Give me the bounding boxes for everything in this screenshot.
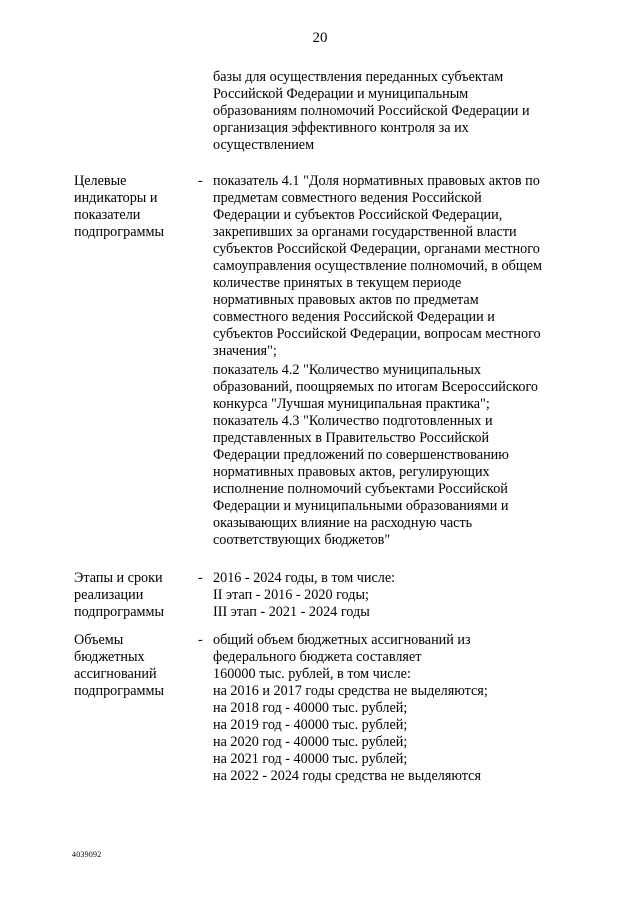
section-text-line: количестве принятых в текущем периоде (213, 275, 462, 291)
section-text-line: предметам совместного ведения Российской (213, 190, 482, 206)
section-text-line: оказывающих влияние на расходную часть (213, 515, 473, 531)
document-code: 4039092 (72, 850, 102, 859)
section-text-line: Федерации и субъектов Российской Федерации, (213, 207, 503, 223)
section-text-line: представленных в Правительство Российской (213, 430, 490, 446)
section-text-line: на 2016 и 2017 годы средства не выделяются; (213, 683, 488, 699)
section-text-line: на 2021 год - 40000 тыс. рублей; (213, 751, 408, 767)
section-label-line: реализации (74, 587, 144, 603)
section-text-line: значения"; (213, 343, 277, 359)
section-text-line: самоуправления осуществление полномочий, в общем (213, 258, 543, 274)
intro-line: базы для осуществления переданных субъектам (213, 69, 504, 85)
section-text-line: III этап - 2021 - 2024 годы (213, 604, 370, 620)
page-number: 20 (312, 30, 328, 46)
section-text-line: II этап - 2016 - 2020 годы; (213, 587, 369, 603)
section-text-line: соответствующих бюджетов" (213, 532, 391, 548)
intro-line: образованиям полномочий Российской Федерации и (213, 103, 530, 119)
section-text-line: нормативных правовых актов по предметам (213, 292, 479, 308)
section-text-line: показатель 4.2 "Количество муниципальных (213, 362, 481, 378)
section-label-line: ассигнований (74, 666, 157, 682)
section-text-line: Федерации и муниципальными образованиями и (213, 498, 509, 514)
section-text-line: на 2022 - 2024 годы средства не выделяются (213, 768, 481, 784)
section-text-line: Федерации предложений по совершенствованию (213, 447, 509, 463)
section-text-line: образований, поощряемых по итогам Всероссийского (213, 379, 539, 395)
section-text-line: общий объем бюджетных ассигнований из (213, 632, 471, 648)
section-label-line: подпрограммы (74, 683, 164, 699)
section-text-line: 2016 - 2024 годы, в том числе: (213, 570, 396, 586)
section-text-line: совместного ведения Российской Федерации и (213, 309, 495, 325)
section-label-line: индикаторы и (74, 190, 158, 206)
section-text-line: федерального бюджета составляет (213, 649, 422, 665)
section-dash: - (198, 570, 203, 586)
section-text-line: субъектов Российской Федерации, вопросам местного (213, 326, 541, 342)
section-text-line: конкурса "Лучшая муниципальная практика"; (213, 396, 490, 412)
section-text-line: 160000 тыс. рублей, в том числе: (213, 666, 411, 682)
section-text-line: на 2020 год - 40000 тыс. рублей; (213, 734, 408, 750)
section-label-line: подпрограммы (74, 604, 164, 620)
section-label-line: Целевые (74, 173, 127, 189)
section-text-line: исполнение полномочий субъектами Российской (213, 481, 508, 497)
section-text-line: на 2019 год - 40000 тыс. рублей; (213, 717, 408, 733)
section-text-line: показатель 4.1 "Доля нормативных правовых актов по (213, 173, 540, 189)
section-dash: - (198, 632, 203, 648)
section-dash: - (198, 173, 203, 189)
section-label-line: подпрограммы (74, 224, 164, 240)
section-text-line: субъектов Российской Федерации, органами местного (213, 241, 540, 257)
section-label-line: Этапы и сроки (74, 570, 163, 586)
section-label-line: Объемы (74, 632, 124, 648)
intro-line: осуществлением (213, 137, 315, 153)
section-text-line: закрепивших за органами государственной власти (213, 224, 517, 240)
intro-line: Российской Федерации и муниципальным (213, 86, 469, 102)
section-text-line: показатель 4.3 "Количество подготовленных и (213, 413, 493, 429)
intro-line: организация эффективного контроля за их (213, 120, 469, 136)
section-text-line: нормативных правовых актов, регулирующих (213, 464, 490, 480)
section-label-line: бюджетных (74, 649, 145, 665)
section-text-line: на 2018 год - 40000 тыс. рублей; (213, 700, 408, 716)
section-label-line: показатели (74, 207, 141, 223)
